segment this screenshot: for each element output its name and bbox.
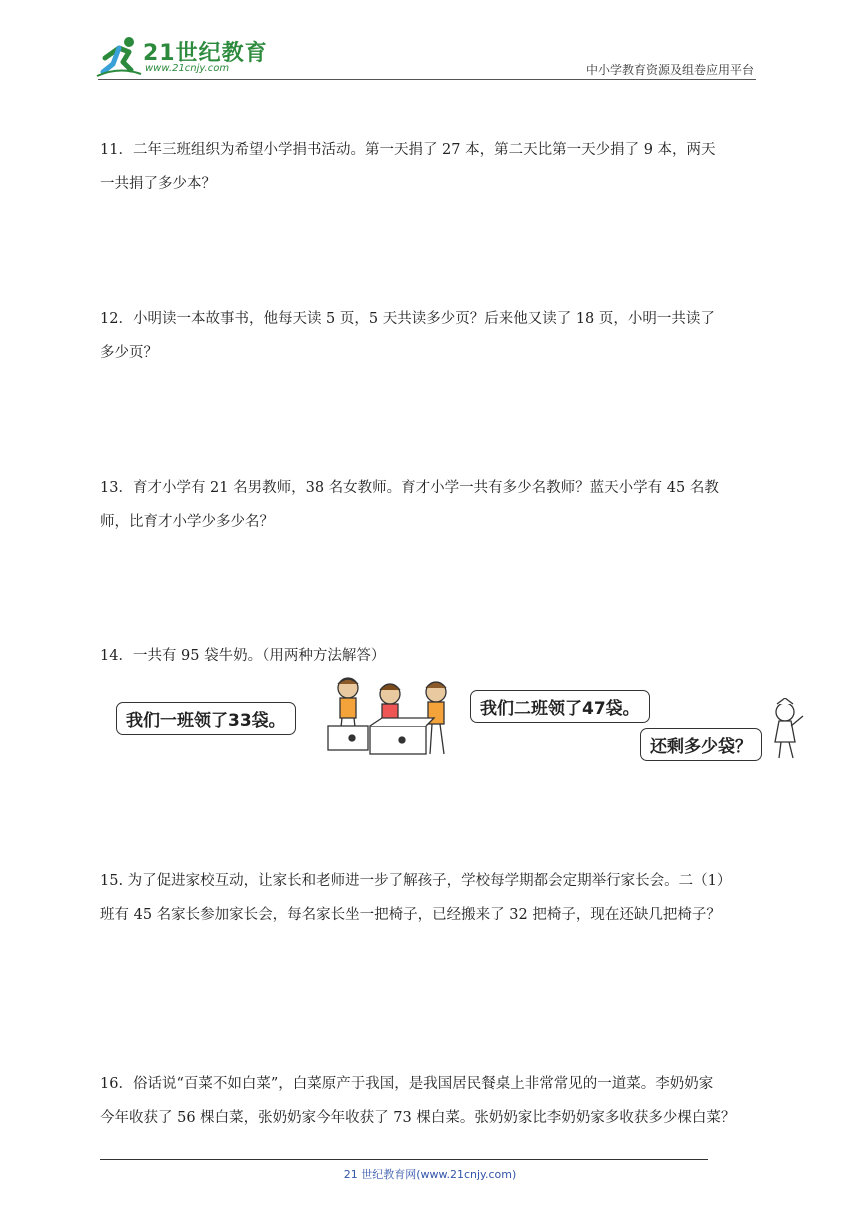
page-header — [0, 0, 860, 90]
question-line: 一共捐了多少本？ — [100, 176, 216, 192]
question-line: 班有 45 名家长参加家长会，每名家长坐一把椅子，已经搬来了 32 把椅子，现在还缺几把椅子？ — [100, 907, 721, 923]
cartoon-character-icon — [767, 698, 807, 760]
speech-bubble-question: 还剩多少袋？ — [640, 728, 762, 761]
logo-url: www.21cnjy.com — [145, 63, 230, 74]
site-logo[interactable] — [95, 36, 268, 80]
question-16 — [100, 1067, 760, 1135]
speech-bubble-class-two: 我们二班领了47袋。 — [470, 690, 650, 723]
question-line: 16．俗话说“百菜不如白菜”，白菜原产于我国，是我国居民餐桌上非常常见的一道菜。李奶奶家 — [100, 1076, 714, 1092]
milk-bags-illustration — [112, 672, 812, 767]
platform-name: 中小学教育资源及组卷应用平台 — [585, 63, 754, 77]
runner-logo-icon — [95, 36, 143, 78]
question-line: 15. 为了促进家校互动，让家长和老师进一步了解孩子，学校每学期都会定期举行家长会。二（1） — [100, 873, 732, 889]
children-with-boxes-icon — [324, 674, 474, 766]
question-line: 11．二年三班组织为希望小学捐书活动。第一天捐了 27 本，第二天比第一天少捐了 9 本，两天 — [100, 142, 716, 158]
header-divider — [98, 79, 756, 80]
question-11 — [100, 133, 760, 201]
question-line: 今年收获了 56 棵白菜，张奶奶家今年收获了 73 棵白菜。张奶奶家比李奶奶家多收获多少棵白菜？ — [100, 1110, 736, 1126]
question-line: 13．育才小学有 21 名男教师，38 名女教师。育才小学一共有多少名教师？蓝天小学有 45 名教 — [100, 480, 719, 496]
question-line: 多少页？ — [100, 345, 158, 361]
question-15 — [100, 864, 760, 932]
logo-text: 21世纪教育 — [143, 41, 268, 66]
footer-divider — [100, 1159, 708, 1160]
question-line: 14．一共有 95 袋牛奶。（用两种方法解答） — [100, 648, 386, 664]
question-12 — [100, 302, 760, 370]
footer-link[interactable]: 21 世纪教育网(www.21cnjy.com) — [343, 1168, 517, 1181]
speech-bubble-class-one: 我们一班领了33袋。 — [116, 702, 296, 735]
question-line: 12．小明读一本故事书，他每天读 5 页，5 天共读多少页？后来他又读了 18 页，小明一共读了 — [100, 311, 715, 327]
question-13 — [100, 471, 760, 539]
question-line: 师，比育才小学少多少名？ — [100, 514, 274, 530]
question-14 — [100, 639, 760, 673]
